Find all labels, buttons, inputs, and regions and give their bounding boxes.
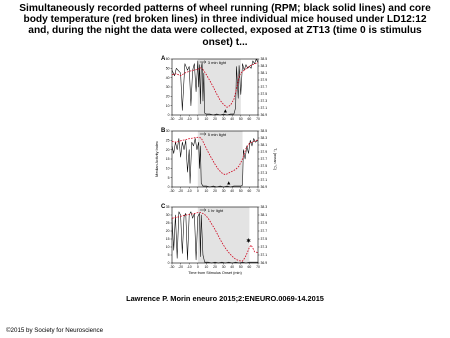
y-left-tick-label: 50 bbox=[165, 66, 170, 71]
x-tick-label: 70 bbox=[256, 189, 260, 193]
x-tick-label: 0 bbox=[196, 265, 199, 269]
citation: Lawrence P. Morin eneuro 2015;2:ENEURO.0069-14.2015 bbox=[126, 294, 324, 303]
x-tick-label: 60 bbox=[247, 117, 252, 121]
y-right-tick-label: 38.3 bbox=[260, 205, 268, 210]
x-tick-label: 70 bbox=[256, 117, 260, 121]
y-right-tick-label: 36.9 bbox=[260, 113, 268, 118]
y-left-tick-label: 30 bbox=[165, 85, 170, 90]
y-right-tick-label: 38.1 bbox=[260, 71, 268, 76]
y-left-tick-label: 10 bbox=[165, 245, 170, 250]
y-right-tick-label: 37.9 bbox=[260, 221, 268, 226]
y-left-tick-label: 15 bbox=[165, 237, 170, 242]
figure-panels bbox=[150, 55, 280, 295]
x-tick-label: 40 bbox=[230, 265, 235, 269]
x-tick-label: -20 bbox=[178, 117, 184, 121]
y-right-tick-label: 37.9 bbox=[260, 150, 268, 155]
y-right-tick-label: 37.1 bbox=[260, 253, 268, 258]
x-tick-label: 60 bbox=[247, 189, 252, 193]
panel-marker: ✱ bbox=[246, 238, 251, 245]
x-tick-label: 20 bbox=[213, 189, 217, 193]
x-tick-label: 20 bbox=[213, 117, 217, 121]
x-tick-label: 0 bbox=[196, 117, 199, 121]
x-tick-label: 50 bbox=[238, 265, 243, 269]
x-tick-label: -20 bbox=[178, 265, 184, 269]
x-tick-label: 40 bbox=[230, 117, 235, 121]
x-axis-label: Time from Stimulus Onset (min) bbox=[188, 271, 242, 275]
x-tick-label: 70 bbox=[256, 265, 260, 269]
y-right-tick-label: 38.1 bbox=[260, 143, 268, 148]
y-right-tick-label: 37.9 bbox=[260, 78, 268, 83]
y-left-tick-label: 20 bbox=[165, 147, 170, 152]
panel-marker: ▲ bbox=[226, 180, 232, 187]
figure-caption: Simultaneously recorded patterns of wheel running (RPM; black solid lines) and core body temperature (red broken lines) in three individual mice housed under LD12:12 and, during the night the data were collected, exposed at ZT13 (time 0 is stimulus onset) t... bbox=[19, 3, 431, 48]
y-left-tick-label: 0 bbox=[167, 113, 170, 118]
y-right-axis-label: Tₛ (mean °C) bbox=[273, 147, 277, 171]
y-left-tick-label: 5 bbox=[167, 175, 170, 180]
x-tick-label: 40 bbox=[230, 189, 235, 193]
panel-letter: A bbox=[161, 56, 166, 62]
panel-b bbox=[155, 128, 277, 193]
y-right-tick-label: 37.7 bbox=[260, 229, 268, 234]
x-tick-label: -30 bbox=[169, 117, 175, 121]
y-right-tick-label: 37.3 bbox=[260, 171, 268, 176]
y-right-tick-label: 37.3 bbox=[260, 99, 268, 104]
panel-letter: C bbox=[161, 204, 166, 210]
y-left-tick-label: 25 bbox=[165, 221, 170, 226]
y-right-tick-label: 37.5 bbox=[260, 164, 268, 169]
y-right-tick-label: 37.7 bbox=[260, 157, 268, 162]
x-tick-label: -10 bbox=[186, 117, 192, 121]
y-left-tick-label: 40 bbox=[165, 75, 170, 80]
y-right-tick-label: 36.9 bbox=[260, 185, 268, 190]
y-right-tick-label: 37.3 bbox=[260, 245, 268, 250]
y-left-tick-label: 20 bbox=[165, 94, 170, 99]
y-left-tick-label: 0 bbox=[167, 185, 170, 190]
y-left-tick-label: 35 bbox=[165, 205, 170, 210]
y-right-tick-label: 37.7 bbox=[260, 85, 268, 90]
y-left-tick-label: 10 bbox=[165, 166, 170, 171]
y-left-tick-label: 10 bbox=[165, 103, 170, 108]
y-right-tick-label: 38.5 bbox=[260, 129, 268, 134]
y-left-tick-label: 20 bbox=[165, 229, 170, 234]
x-tick-label: -10 bbox=[186, 265, 192, 269]
y-left-tick-label: 15 bbox=[165, 157, 170, 162]
x-tick-label: 50 bbox=[238, 117, 243, 121]
y-right-tick-label: 38.5 bbox=[260, 57, 268, 62]
y-left-tick-label: 5 bbox=[167, 253, 170, 258]
x-tick-label: -30 bbox=[169, 189, 175, 193]
y-right-tick-label: 38.3 bbox=[260, 136, 268, 141]
panel-a bbox=[161, 56, 267, 121]
x-tick-label: -20 bbox=[178, 189, 184, 193]
x-tick-label: 50 bbox=[238, 189, 243, 193]
y-right-tick-label: 37.5 bbox=[260, 92, 268, 97]
copyright: ©2015 by Society for Neuroscience bbox=[6, 327, 104, 334]
x-tick-label: 30 bbox=[221, 265, 226, 269]
light-duration-label: 1 hr light bbox=[207, 208, 224, 213]
y-left-tick-label: 25 bbox=[165, 138, 170, 143]
light-duration-label: 5 min light bbox=[207, 132, 227, 137]
panel-c bbox=[161, 204, 267, 275]
panel-letter: B bbox=[161, 128, 166, 134]
y-right-tick-label: 38.1 bbox=[260, 213, 268, 218]
x-tick-label: 30 bbox=[221, 189, 226, 193]
x-tick-label: 30 bbox=[221, 117, 226, 121]
y-left-tick-label: 0 bbox=[167, 261, 170, 266]
panel-marker: ▲ bbox=[222, 108, 229, 115]
x-tick-label: 10 bbox=[204, 117, 209, 121]
y-right-tick-label: 38.3 bbox=[260, 64, 268, 69]
light-period-shading bbox=[198, 131, 243, 187]
y-left-tick-label: 30 bbox=[165, 129, 170, 134]
y-right-tick-label: 36.9 bbox=[260, 261, 268, 266]
x-tick-label: 10 bbox=[204, 265, 209, 269]
x-tick-label: 0 bbox=[196, 189, 199, 193]
x-tick-label: -10 bbox=[186, 189, 192, 193]
x-tick-label: 10 bbox=[204, 189, 209, 193]
x-tick-label: 20 bbox=[213, 265, 217, 269]
y-left-tick-label: 30 bbox=[165, 213, 170, 218]
y-right-tick-label: 37.1 bbox=[260, 178, 268, 183]
x-tick-label: 60 bbox=[247, 265, 252, 269]
y-right-tick-label: 37.5 bbox=[260, 237, 268, 242]
light-duration-label: 3 min light bbox=[207, 60, 227, 65]
y-left-axis-label: Median Activity Index bbox=[155, 141, 159, 177]
y-left-tick-label: 60 bbox=[165, 57, 170, 62]
y-right-tick-label: 37.1 bbox=[260, 106, 268, 111]
x-tick-label: -30 bbox=[169, 265, 175, 269]
